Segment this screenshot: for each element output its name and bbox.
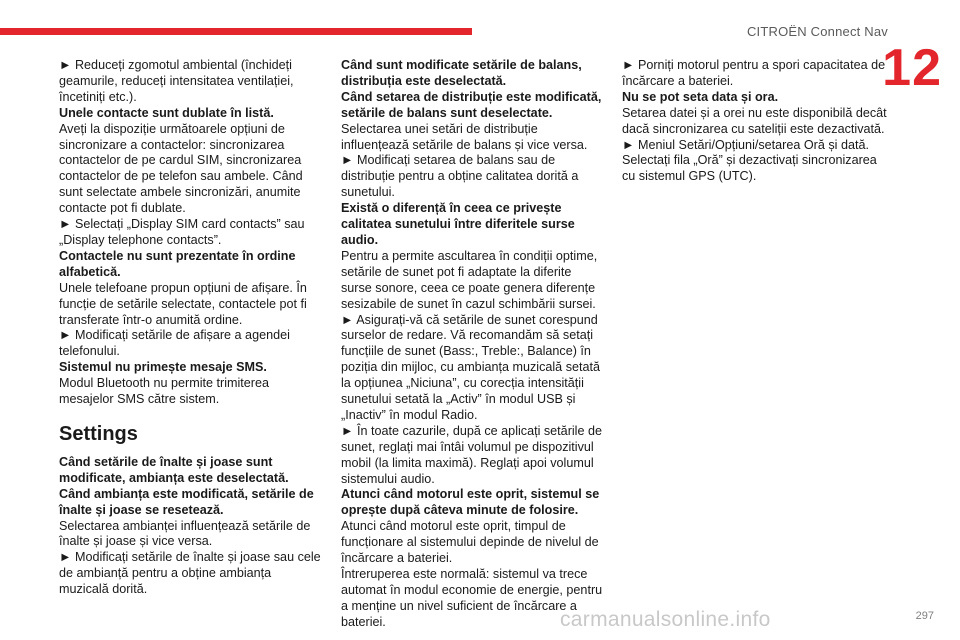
bold-paragraph: Când sunt modificate setările de balans, distribuția este deselectată. [341, 58, 582, 88]
body-paragraph: Aveți la dispoziție următoarele opțiuni de sincronizare a contactelor: sincronizarea contactelor de pe cardul SIM, sincronizarea contactelor de pe telefon sau ambele. Când sunt selectate ambele sincronizări, anumite contacte pot fi dublate. [59, 121, 303, 216]
bold-paragraph: Nu se pot seta data și ora. [622, 89, 779, 104]
body-paragraph: Selectarea unei setări de distribuție influențează setările de balans și vice versa. [341, 121, 588, 152]
page-number: 297 [915, 610, 934, 622]
bullet-instruction: ► Modificați setarea de balans sau de distribuție pentru a obține calitatea dorită a sunetului. [341, 153, 579, 200]
bold-paragraph: Există o diferență în ceea ce privește calitatea sunetului între diferitele surse audio. [341, 201, 575, 247]
text-column-3 [622, 58, 890, 185]
bullet-instruction: ► Porniți motorul pentru a spori capacitatea de încărcare a bateriei. [622, 58, 886, 88]
bold-paragraph: Contactele nu sunt prezentate în ordine alfabetică. [59, 248, 296, 279]
watermark: carmanualsonline.info [560, 608, 771, 631]
header-red-bar [0, 28, 472, 35]
body-paragraph: Atunci când motorul este oprit, timpul de funcționare al sistemului depinde de nivelul de încărcare a bateriei. [341, 519, 599, 566]
body-paragraph: Întreruperea este normală: sistemul va trece automat în modul economie de energie, pentru a menține un nivel suficient de încărcare a bateriei. [341, 567, 603, 629]
text-column-2 [341, 58, 605, 631]
bold-paragraph: Sistemul nu primește mesaje SMS. [59, 360, 267, 375]
body-paragraph: Setarea datei și a orei nu este disponibilă decât dacă sincronizarea cu sateliții este dezactivată. [622, 105, 887, 136]
bullet-instruction: ► Meniul Setări/Opțiuni/setarea Oră și dată. Selectați fila „Oră” și dezactivați sincronizarea cu sistemul GPS (UTC). [622, 137, 877, 184]
bold-paragraph: Când setările de înalte și joase sunt modificate, ambianța este deselectată. [59, 454, 289, 485]
body-paragraph: Pentru a permite ascultarea în condiții optime, setările de sunet pot fi adaptate la diferite surse sonore, ceea ce poate genera diferențe sesizabile de sunet în cazul schimbării sursei. [341, 248, 598, 311]
bullet-instruction: ► Asigurați-vă că setările de sunet corespund surselor de redare. Vă recomandăm să setați funcțiile de sunet (Bass:, Treble:, Balance) în poziția din mijloc, cu ambianța muzicală setată la opțiunea „Niciuna”, cu corecția intensității sunetului setată la „Activ” în modul USB și „Inactiv” în modul Radio. [341, 312, 600, 422]
bold-paragraph: Când ambianța este modificată, setările de înalte și joase se resetează. [59, 486, 314, 517]
body-paragraph: Unele telefoane propun opțiuni de afișare. În funcție de setările selectate, contactele pot fi transferate într-o anumită ordine. [59, 280, 307, 327]
body-paragraph: Selectarea ambianței influențează setările de înalte și joase și vice versa. [59, 518, 311, 549]
manual-title: CITROËN Connect Nav [746, 24, 888, 39]
section-heading: Settings [59, 422, 138, 445]
bold-paragraph: Atunci când motorul este oprit, sistemul se oprește după câteva minute de folosire. [341, 487, 600, 518]
bullet-instruction: ► Reduceți zgomotul ambiental (închideți geamurile, reduceți intensitatea ventilației, încetiniți etc.). [59, 58, 294, 104]
body-paragraph: Modul Bluetooth nu permite trimiterea mesajelor SMS către sistem. [59, 376, 269, 407]
text-column-1 [59, 58, 321, 598]
bullet-instruction: ► În toate cazurile, după ce aplicați setările de sunet, reglați mai întâi volumul pe dispozitivul mobil (la limita maximă). Reglați apoi volumul sistemului audio. [341, 423, 602, 486]
bullet-instruction: ► Selectați „Display SIM card contacts” sau „Display telephone contacts”. [59, 217, 305, 247]
bold-paragraph: Unele contacte sunt dublate în listă. [59, 105, 274, 120]
bullet-instruction: ► Modificați setările de înalte și joase sau cele de ambianță pentru a obține ambianța muzicală dorită. [59, 550, 321, 597]
bullet-instruction: ► Modificați setările de afișare a agendei telefonului. [59, 328, 290, 359]
chapter-number: 12 [882, 39, 942, 97]
bold-paragraph: Când setarea de distribuție este modificată, setările de balans sunt deselectate. [341, 89, 602, 120]
